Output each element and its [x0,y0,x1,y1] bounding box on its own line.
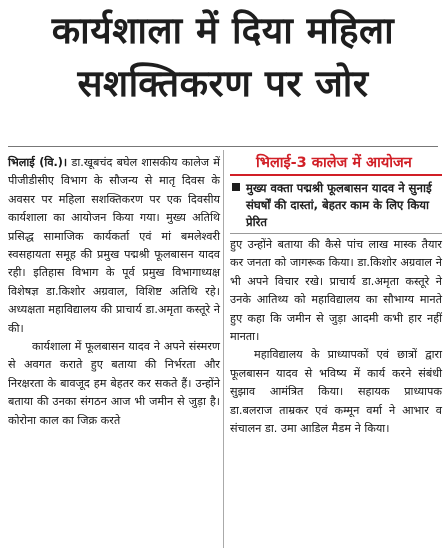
dateline: भिलाई (वि.)। [8,156,68,169]
kicker-text: भिलाई-3 कालेज में आयोजन [256,155,412,171]
headline-line-2: सशक्तिकरण पर जोर [77,62,369,105]
left-column [8,154,220,430]
headline-line-1: कार्यशाला में दिया महिला [51,9,395,52]
body-paragraph-3: हुए उन्होंने बताया की कैसे पांच लाख मास्क तैयार कर जनता को जागरूक किया। डा.किशोर अग्रवाल ने भी अपने विचार रखे। प्राचार्य डा.अमृता कस्तूरे ने उनके आतिथ्य को महाविद्यालय का सौभाग्य मानते हुए कहा कि जमीन से जुड़ा आदमी कभी हार नहीं मानता। [230,238,442,344]
intro-paragraph [8,154,220,338]
kicker [232,151,442,173]
highlight-text: मुख्य वक्ता पद्मश्री फूलबासन यादव ने सुनाई संघर्षों की दास्तां, बेहतर काम के लिए किया प्रेरित [246,181,432,229]
intro-text: डा.खूबचंद बघेल शासकीय कालेज में पीजीडीसीए विभाग के सौजन्य से मातृ दिवस के अवसर पर महिला सशक्तिकरण पर एक दिवसीय कार्यशाला का आयोजन किया गया। मुख्य अतिथि प्रसिद्ध सामाजिक कार्यकर्ता एवं मां बमलेश्वरी स्वसहायता समूह की प्रमुख पद्मश्री फूलबासन यादव रही। इतिहास विभाग के पूर्व प्रमुख विभागाध्यक्ष विशेषज्ञ डा.किशोर अग्रवाल, विशिष्ट अतिथि रहे। अध्यक्षता महाविद्यालय की प्राचार्य डा.अमृता कस्तूरे ने की। [8,156,220,335]
headline-divider [8,146,438,147]
headline [0,4,446,110]
body-paragraph-2: कार्यशाला में फूलबासन यादव ने अपने संस्मरण से अवगत कराते हुए बताया की निर्भरता और निरक्षरता के बावजूद हम बेहतर कर सकते हैं। उन्होंने बताया की उनका संगठन आज भी जमीन से जुड़ा है। कोरोना काल का जिक्र करते [8,340,220,427]
bullet-square-icon [232,183,240,191]
highlight-divider [230,233,442,234]
body-paragraph-4: महाविद्यालय के प्राध्यापकों एवं छात्रों द्वारा फूलबासन यादव से भविष्य में कार्य करने संबंधी सुझाव आमंत्रित किया। सहायक प्राध्यापक डा.बलराज ताम्रकर एवं कम्मून वर्मा ने आभार व संचालन डा. उमा आडिल मैडम ने किया। [230,348,442,436]
kicker-underline [230,174,442,176]
column-divider [223,150,224,548]
right-column [230,236,442,438]
